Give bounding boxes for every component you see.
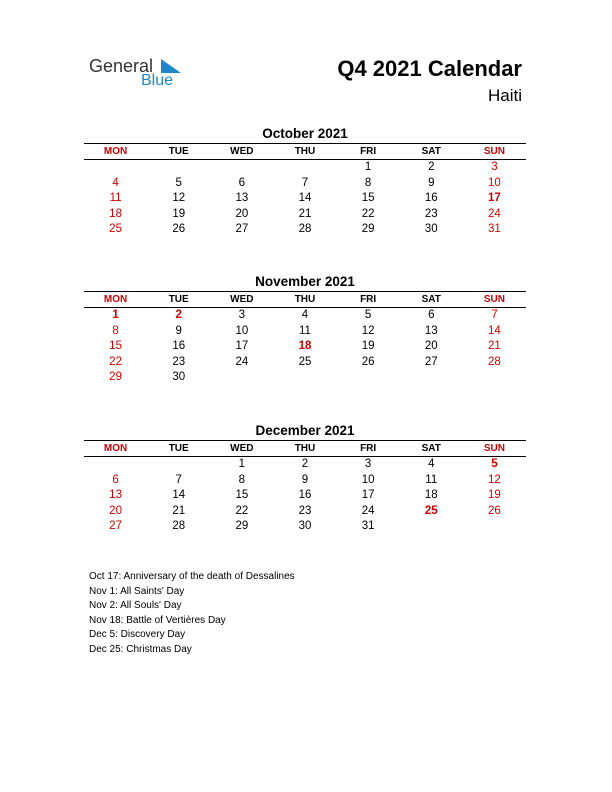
day-cell: 2 — [175, 309, 182, 321]
empty-day-cell — [337, 370, 400, 386]
day-cell: 22 — [235, 504, 249, 517]
day-cell: 24 — [361, 504, 375, 517]
day-cell: 12 — [172, 192, 186, 204]
day-cell: 5 — [491, 458, 498, 470]
day-cell: 1 — [112, 309, 119, 321]
day-cell: 16 — [424, 192, 438, 204]
month-title: November 2021 — [255, 274, 355, 289]
weekday-header-wed: WED — [230, 294, 254, 305]
day-cell: 7 — [301, 176, 309, 189]
day-cell: 1 — [238, 458, 246, 470]
day-cell: 26 — [488, 504, 501, 517]
week-row — [84, 370, 526, 386]
day-cell: 29 — [361, 223, 375, 235]
month-october — [84, 125, 526, 238]
day-cell: 22 — [361, 207, 375, 220]
day-cell: 6 — [112, 473, 119, 486]
country-name: Haiti — [487, 86, 522, 105]
generalblue-logo — [89, 56, 199, 96]
day-cell: 29 — [235, 520, 249, 532]
day-cell: 13 — [235, 192, 249, 204]
week-row — [84, 207, 526, 223]
weekday-header-tue: TUE — [168, 443, 189, 454]
day-cell: 5 — [175, 176, 182, 189]
day-cell: 4 — [301, 309, 309, 321]
week-row — [84, 488, 526, 504]
day-cell: 15 — [361, 192, 375, 204]
day-cell: 4 — [112, 176, 119, 189]
day-cell: 3 — [364, 458, 372, 470]
weekday-header-wed: WED — [230, 146, 254, 157]
week-row — [84, 504, 526, 520]
logo-text-general: General — [89, 56, 154, 76]
day-cell: 10 — [235, 324, 249, 337]
day-cell: 3 — [491, 161, 498, 173]
empty-day-cell — [273, 370, 336, 386]
empty-day-cell — [273, 160, 336, 176]
day-cell: 6 — [238, 176, 246, 189]
empty-day-cell — [400, 519, 463, 535]
day-cell: 10 — [488, 176, 501, 189]
day-cell: 24 — [488, 207, 501, 220]
day-cell: 1 — [364, 161, 372, 173]
weekday-header-sun: SUN — [483, 443, 505, 454]
day-cell: 28 — [488, 355, 501, 368]
day-cell: 9 — [428, 176, 435, 189]
empty-day-cell — [84, 160, 147, 176]
weekday-header-row — [84, 143, 526, 160]
empty-day-cell — [147, 457, 210, 473]
month-title: October 2021 — [262, 126, 348, 141]
weekday-header-fri: FRI — [360, 443, 377, 454]
weekday-header-tue: TUE — [168, 146, 189, 157]
day-cell: 29 — [109, 371, 122, 383]
day-cell: 27 — [235, 223, 249, 235]
weekday-header-thu: THU — [294, 294, 316, 305]
empty-day-cell — [147, 160, 210, 176]
week-row — [84, 191, 526, 207]
day-cell: 16 — [298, 489, 312, 501]
day-cell: 25 — [424, 504, 438, 517]
day-cell: 4 — [428, 458, 435, 470]
week-row — [84, 222, 526, 238]
day-cell: 30 — [424, 223, 438, 235]
empty-day-cell — [84, 457, 147, 473]
day-cell: 18 — [298, 340, 312, 352]
weekday-header-mon: MON — [103, 443, 128, 454]
day-cell: 25 — [298, 355, 312, 368]
week-row — [84, 519, 526, 535]
month-weeks — [84, 308, 526, 386]
day-cell: 31 — [488, 223, 501, 235]
day-cell: 25 — [109, 223, 122, 235]
weekday-header-fri: FRI — [360, 294, 377, 305]
day-cell: 26 — [361, 355, 375, 368]
day-cell: 19 — [488, 489, 501, 501]
day-cell: 17 — [361, 489, 375, 501]
month-weeks — [84, 160, 526, 238]
weekday-header-mon: MON — [103, 294, 128, 305]
weekday-header-sun: SUN — [483, 146, 505, 157]
weekday-header-tue: TUE — [168, 294, 189, 305]
day-cell: 11 — [299, 324, 311, 337]
week-row — [84, 339, 526, 355]
weekday-header-sat: SAT — [421, 146, 441, 157]
holiday-note: Nov 18: Battle of Vertières Day — [89, 614, 226, 626]
day-cell: 20 — [235, 207, 249, 220]
day-cell: 12 — [361, 324, 375, 337]
weekday-header-row — [84, 440, 526, 457]
day-cell: 6 — [428, 309, 435, 321]
day-cell: 12 — [488, 473, 501, 486]
week-row — [84, 160, 526, 176]
empty-day-cell — [210, 370, 273, 386]
holiday-note: Dec 25: Christmas Day — [89, 643, 192, 655]
day-cell: 19 — [361, 340, 375, 352]
weekday-header-sun: SUN — [483, 294, 505, 305]
day-cell: 27 — [424, 355, 438, 368]
day-cell: 15 — [235, 489, 249, 501]
page-title: Q4 2021 Calendar — [337, 56, 522, 81]
day-cell: 3 — [238, 309, 246, 321]
day-cell: 16 — [172, 340, 186, 352]
day-cell: 8 — [112, 324, 119, 337]
day-cell: 30 — [172, 371, 186, 383]
day-cell: 30 — [298, 520, 312, 532]
empty-day-cell — [210, 160, 273, 176]
day-cell: 7 — [175, 473, 182, 486]
day-cell: 8 — [364, 176, 372, 189]
day-cell: 13 — [109, 489, 122, 501]
holiday-list — [89, 570, 295, 657]
month-title: December 2021 — [255, 423, 355, 438]
day-cell: 14 — [488, 324, 501, 337]
month-weeks — [84, 457, 526, 535]
day-cell: 21 — [488, 340, 501, 352]
weekday-header-thu: THU — [294, 146, 316, 157]
day-cell: 5 — [364, 309, 372, 321]
day-cell: 2 — [428, 161, 435, 173]
weekday-header-sat: SAT — [421, 294, 441, 305]
weekday-header-fri: FRI — [360, 146, 377, 157]
empty-day-cell — [463, 519, 526, 535]
week-row — [84, 308, 526, 324]
week-row — [84, 355, 526, 371]
day-cell: 21 — [172, 504, 186, 517]
logo-triangle-icon — [161, 59, 181, 73]
day-cell: 23 — [298, 504, 312, 517]
holiday-note: Nov 1: All Saints' Day — [89, 585, 185, 597]
weekday-header-mon: MON — [103, 146, 128, 157]
day-cell: 11 — [109, 192, 122, 204]
day-cell: 20 — [424, 340, 438, 352]
holiday-note: Oct 17: Anniversary of the death of Dessalines — [89, 571, 295, 582]
day-cell: 2 — [301, 458, 309, 470]
month-november — [84, 273, 526, 386]
day-cell: 28 — [172, 520, 186, 532]
day-cell: 18 — [109, 207, 122, 220]
day-cell: 11 — [425, 473, 438, 486]
day-cell: 21 — [298, 207, 312, 220]
day-cell: 13 — [424, 324, 438, 337]
empty-day-cell — [400, 370, 463, 386]
day-cell: 22 — [109, 355, 122, 368]
day-cell: 8 — [238, 473, 246, 486]
day-cell: 28 — [298, 223, 312, 235]
day-cell: 9 — [301, 473, 309, 486]
week-row — [84, 176, 526, 192]
day-cell: 18 — [424, 489, 438, 501]
day-cell: 24 — [235, 355, 249, 368]
day-cell: 23 — [172, 355, 186, 368]
logo-text-blue: Blue — [141, 72, 174, 89]
holiday-note: Nov 2: All Souls' Day — [89, 600, 182, 611]
weekday-header-thu: THU — [294, 443, 316, 454]
day-cell: 23 — [424, 207, 438, 220]
day-cell: 9 — [175, 324, 182, 337]
day-cell: 31 — [361, 520, 375, 532]
weekday-header-wed: WED — [230, 443, 254, 454]
day-cell: 7 — [491, 309, 498, 321]
day-cell: 14 — [298, 192, 312, 204]
week-row — [84, 324, 526, 340]
month-december — [84, 422, 526, 535]
day-cell: 27 — [109, 520, 122, 532]
day-cell: 17 — [235, 340, 249, 352]
day-cell: 20 — [109, 504, 122, 517]
day-cell: 14 — [172, 489, 186, 501]
day-cell: 17 — [488, 192, 501, 204]
week-row — [84, 473, 526, 489]
holiday-note: Dec 5: Discovery Day — [89, 629, 186, 640]
weekday-header-sat: SAT — [421, 443, 441, 454]
day-cell: 10 — [361, 473, 375, 486]
weekday-header-row — [84, 291, 526, 308]
day-cell: 15 — [109, 340, 122, 352]
empty-day-cell — [463, 370, 526, 386]
day-cell: 19 — [172, 207, 186, 220]
day-cell: 26 — [172, 223, 186, 235]
week-row — [84, 457, 526, 473]
